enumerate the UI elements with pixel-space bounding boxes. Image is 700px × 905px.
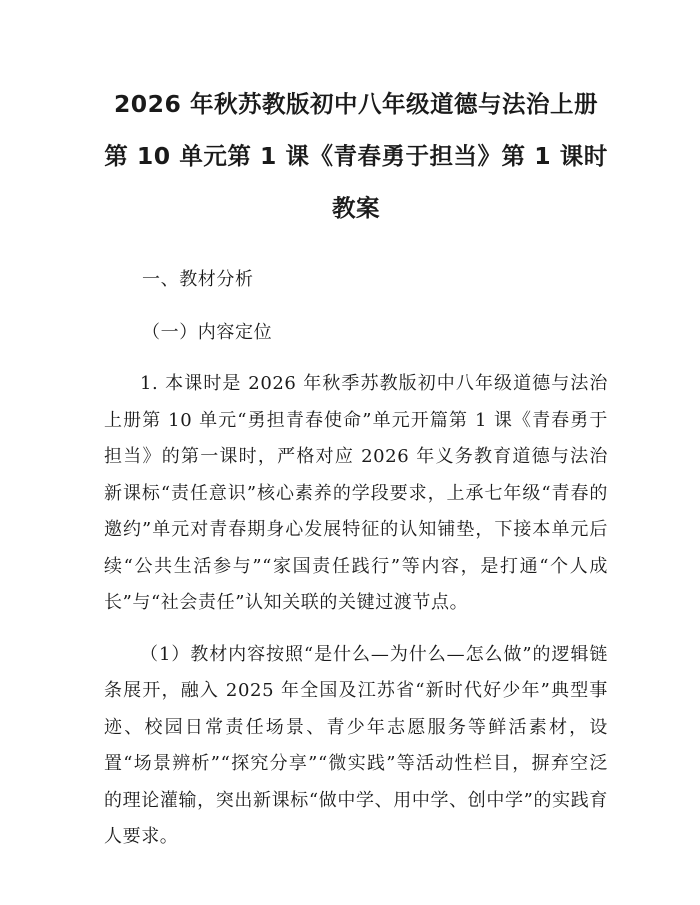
- paragraph-1: 1. 本课时是 2026 年秋季苏教版初中八年级道德与法治上册第 10 单元“勇担青春使命”单元开篇第 1 课《青春勇于担当》的第一课时，严格对应 2026 年义务教育道德与法治新课标“责任意识”核心素养的学段要求，上承七年级“青春的邀约”单元对青春期身心发展特征的认知铺垫，下接本单元后续“公共生活参与”“家国责任践行”等内容，是打通“个人成长”与“社会责任”认知关联的关键过渡节点。: [104, 373, 608, 613]
- title-line-3: 教案: [332, 194, 380, 222]
- document-body: [104, 262, 608, 856]
- title-line-2: 第 10 单元第 1 课《青春勇于担当》第 1 课时: [104, 142, 608, 170]
- document-title: [104, 0, 608, 228]
- title-line-1: 2026 年秋苏教版初中八年级道德与法治上册: [113, 90, 599, 118]
- section-heading: 一、教材分析: [142, 269, 254, 290]
- subsection-heading: （一）内容定位: [142, 321, 273, 343]
- paragraph-2: （1）教材内容按照“是什么—为什么—怎么做”的逻辑链条展开，融入 2025 年全国及江苏省“新时代好少年”典型事迹、校园日常责任场景、青少年志愿服务等鲜活素材，设置“场景辨析”“探究分享”“微实践”等活动性栏目，摒弃空泛的理论灌输，突出新课标“做中学、用中学、创中学”的实践育人要求。: [104, 643, 608, 847]
